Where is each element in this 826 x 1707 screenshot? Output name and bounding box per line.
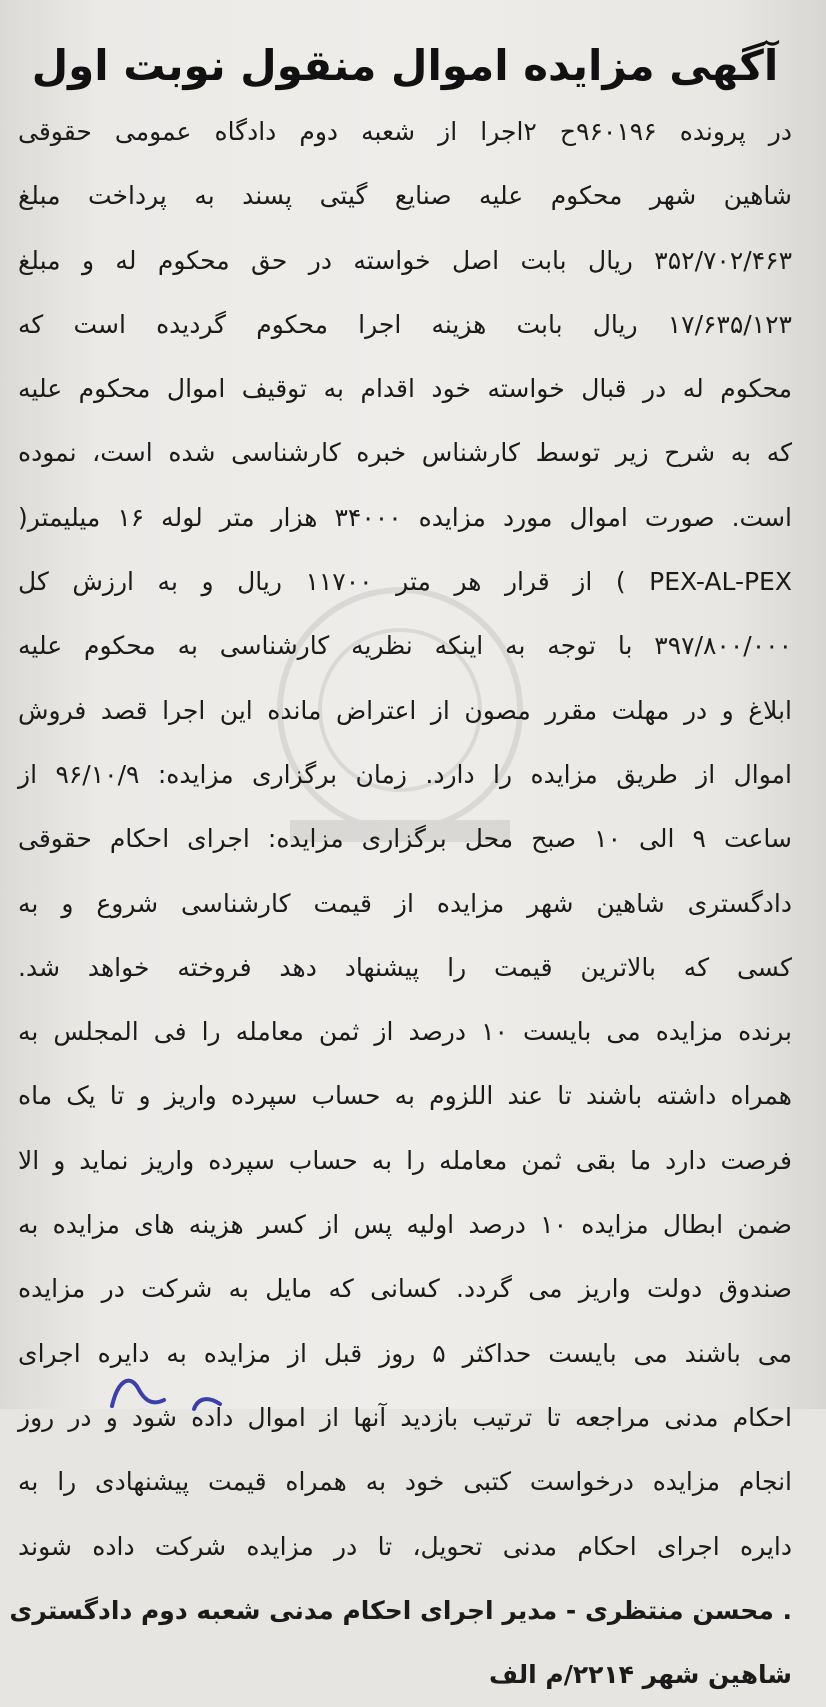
notice-body bbox=[9, 100, 793, 1707]
notice-line: احکام مدنی مراجعه تا ترتیب بازدید آنها از اموال داده شود و در روز bbox=[18, 1402, 792, 1432]
notice-line: PEX-AL-PEX ) از قرار هر متر ۱۱۷۰۰ ریال و به ارزش کل bbox=[18, 567, 792, 597]
notice-line: فرصت دارد ما بقی ثمن معامله را به حساب سپرده واریز نماید و الا bbox=[18, 1145, 792, 1175]
notice-line: ابلاغ و در مهلت مقرر مصون از اعتراض مانده این اجرا قصد فروش bbox=[18, 695, 792, 725]
notice-line: صندوق دولت واریز می گردد. کسانی که مایل به شرکت در مزایده bbox=[18, 1274, 792, 1304]
notice-line: ۳۹۷/۸۰۰/۰۰۰ با توجه به اینکه نظریه کارشناسی به محکوم علیه bbox=[18, 631, 792, 661]
notice-line: ۱۷/۶۳۵/۱۲۳ ریال بابت هزینه اجرا محکوم گردیده است که bbox=[18, 309, 792, 339]
pen-mark bbox=[108, 1370, 228, 1409]
footer-line: شاهین شهر ۲۲۱۴/م الف bbox=[489, 1660, 792, 1690]
notice-line: ساعت ۹ الی ۱۰ صبح محل برگزاری مزایده: اجرای احکام حقوقی bbox=[18, 824, 792, 854]
notice-line: ضمن ابطال مزایده ۱۰ درصد اولیه پس از کسر هزینه های مزایده به bbox=[18, 1210, 792, 1240]
signature-line: . محسن منتظری - مدیر اجرای احکام مدنی شعبه دوم دادگستری bbox=[9, 1595, 792, 1625]
notice-line: دادگستری شاهین شهر مزایده از قیمت کارشناسی شروع و به bbox=[18, 888, 792, 918]
notice-line: برنده مزایده می بایست ۱۰ درصد از ثمن معامله را فی المجلس به bbox=[18, 1017, 793, 1047]
notice-line: شاهین شهر محکوم علیه صنایع گیتی پسند به پرداخت مبلغ bbox=[18, 181, 792, 211]
auction-notice bbox=[9, 36, 793, 1707]
notice-line: انجام مزایده درخواست کتبی خود به همراه قیمت پیشنهادی را به bbox=[18, 1467, 792, 1497]
notice-line: ۳۵۲/۷۰۲/۴۶۳ ریال بابت اصل خواسته در حق محکوم له و مبلغ bbox=[18, 245, 792, 275]
notice-line: که به شرح زیر توسط کارشناس خبره کارشناسی شده است، نموده bbox=[18, 438, 792, 468]
notice-line: کسی که بالاترین قیمت را پیشنهاد دهد فروخته خواهد شد. bbox=[18, 952, 792, 982]
notice-title: آگهی مزایده اموال منقول نوبت اول bbox=[31, 41, 779, 90]
notice-line: است. صورت اموال مورد مزایده ۳۴۰۰۰ هزار متر لوله ۱۶ میلیمتر( bbox=[18, 502, 792, 532]
notice-line: می باشند می بایست حداکثر ۵ روز قبل از مزایده به دایره اجرای bbox=[18, 1338, 792, 1368]
notice-line: دایره اجرای احکام مدنی تحویل، تا در مزایده شرکت داده شوند bbox=[18, 1531, 792, 1561]
notice-line: اموال از طریق مزایده را دارد. زمان برگزاری مزایده: ۹۶/۱۰/۹ از bbox=[18, 759, 792, 789]
notice-line: همراه داشته باشند تا عند اللزوم به حساب سپرده واریز و تا یک ماه bbox=[18, 1081, 792, 1111]
notice-line: محکوم له در قبال خواسته خود اقدام به توقیف اموال محکوم علیه bbox=[18, 374, 792, 404]
notice-line: در پرونده ۹۶۰۱۹۶ح ۲اجرا از شعبه دوم دادگاه عمومی حقوقی bbox=[18, 117, 793, 146]
